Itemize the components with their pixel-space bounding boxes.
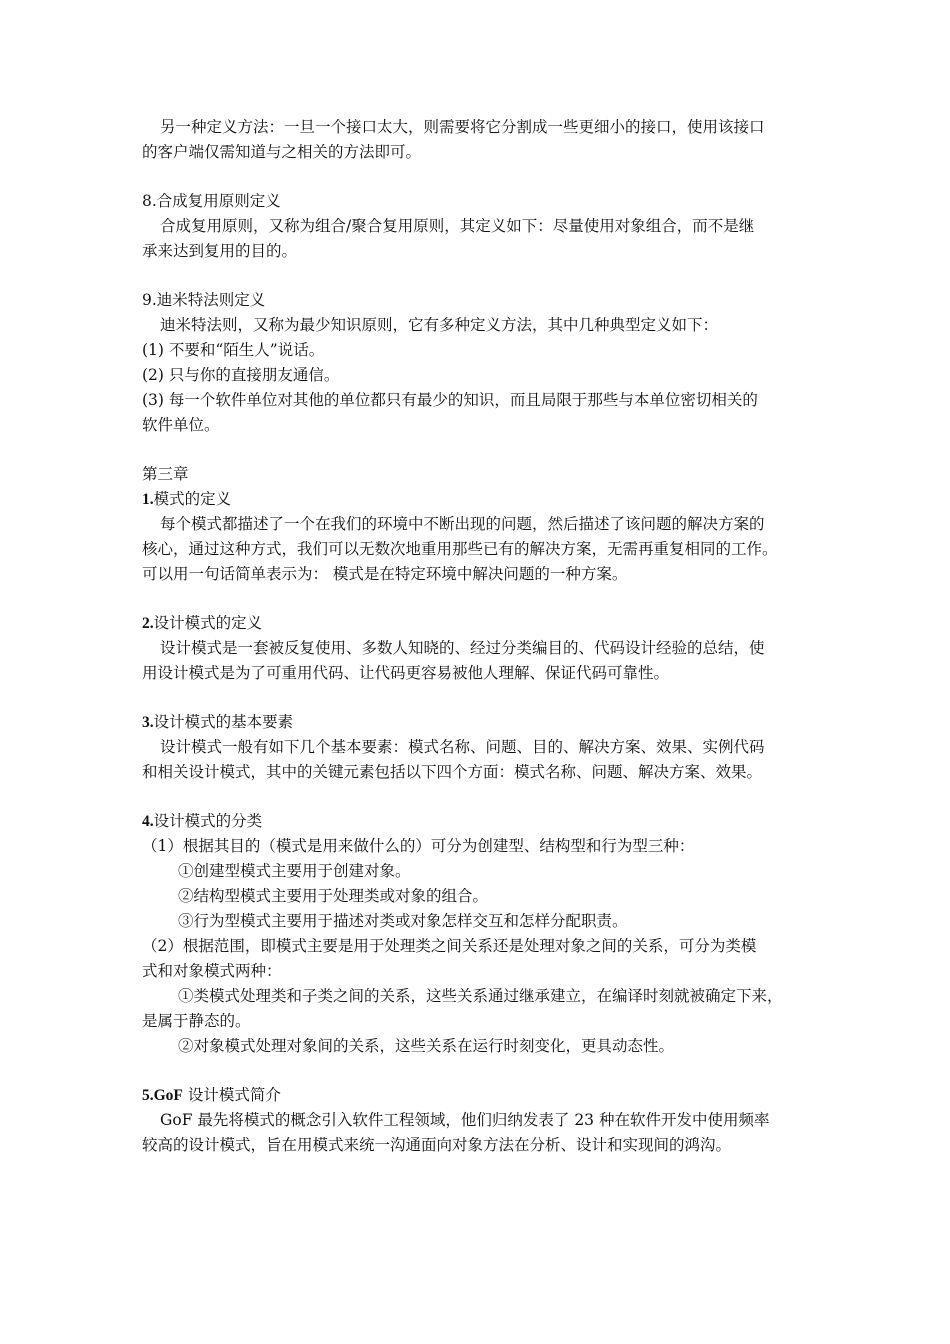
section-title: 设计模式简介	[182, 1086, 281, 1104]
intro-line-1: 另一种定义方法：一旦一个接口太大，则需要将它分割成一些更细小的接口，使用该接口	[160, 118, 765, 136]
section-9-item-1: (1) 不要和“陌生人”说话。	[142, 341, 325, 359]
spacer	[142, 264, 810, 288]
chapter-3-section-3-line-2: 和相关设计模式，其中的关键元素包括以下四个方面：模式名称、问题、解决方案、效果。	[142, 763, 763, 781]
chapter-3-section-2-line-2: 用设计模式是为了可重用代码、让代码更容易被他人理解、保证代码可靠性。	[142, 664, 670, 682]
spacer	[142, 1059, 810, 1083]
section-title: 设计模式的定义	[153, 614, 263, 632]
section-8-line-1: 合成复用原则，又称为组合/聚合复用原则，其定义如下：尽量使用对象组合，而不是继	[160, 217, 755, 235]
section-title: 设计模式的基本要素	[153, 713, 294, 731]
chapter-3-section-1-line-1: 每个模式都描述了一个在我们的环境中不断出现的问题，然后描述了该问题的解决方案的	[160, 515, 765, 533]
spacer	[142, 165, 810, 189]
chapter-3-section-3-heading	[142, 710, 810, 735]
chapter-3-section-2-line-1: 设计模式是一套被反复使用、多数人知晓的、经过分类编目的、代码设计经验的总结，使	[160, 639, 765, 657]
chapter-3-section-4-line-1: （1）根据其目的（模式是用来做什么的）可分为创建型、结构型和行为型三种：	[142, 837, 695, 855]
section-number: 1.	[142, 491, 154, 508]
section-number: 2.	[142, 615, 154, 632]
spacer	[142, 686, 810, 710]
chapter-3-section-5-line-2: 较高的设计模式，旨在用模式来统一沟通面向对象方法在分析、设计和实现间的鸿沟。	[142, 1136, 732, 1154]
section-9-line-1: 迪米特法则，又称为最少知识原则，它有多种定义方法，其中几种典型定义如下：	[160, 316, 719, 334]
intro-line-2: 的客户端仅需知道与之相关的方法即可。	[142, 143, 422, 161]
section-8-line-2: 承来达到复用的目的。	[142, 242, 298, 260]
section-title: 模式的定义	[153, 490, 232, 508]
chapter-3-section-4-line-5: （2）根据范围，即模式主要是用于处理类之间关系还是处理对象之间的关系，可分为类模	[142, 937, 757, 955]
chapter-3-section-4-line-8: 是属于静态的。	[142, 1012, 251, 1030]
chapter-3-section-4-line-4: ③行为型模式主要用于描述对类或对象怎样交互和怎样分配职责。	[178, 912, 628, 930]
chapter-3-section-4-line-9: ②对象模式处理对象间的关系，这些关系在运行时刻变化，更具动态性。	[178, 1037, 675, 1055]
chapter-3-section-4-line-2: ①创建型模式主要用于创建对象。	[178, 862, 411, 880]
chapter-3-section-2-heading	[142, 611, 810, 636]
section-8-heading: 8.合成复用原则定义	[142, 192, 281, 210]
section-9-item-3: (3) 每一个软件单位对其他的单位都只有最少的知识，而且局限于那些与本单位密切相关的	[142, 391, 758, 409]
chapter-3-section-5-line-1: GoF 最先将模式的概念引入软件工程领域，他们归纳发表了 23 种在软件开发中使用频率	[160, 1111, 770, 1129]
chapter-3-section-4-line-6: 式和对象模式两种：	[142, 962, 282, 980]
document-page	[142, 115, 810, 1158]
chapter-3-section-1-heading	[142, 487, 810, 512]
section-number: 3.	[142, 714, 154, 731]
chapter-3-section-4-line-3: ②结构型模式主要用于处理类或对象的组合。	[178, 887, 489, 905]
section-number: 4.	[142, 813, 154, 830]
chapter-3-section-4-heading	[142, 809, 810, 834]
spacer	[142, 438, 810, 462]
section-title: 设计模式的分类	[153, 812, 263, 830]
section-9-item-2: (2) 只与你的直接朋友通信。	[142, 366, 340, 384]
section-9-heading: 9.迪米特法则定义	[142, 291, 266, 309]
chapter-3-section-5-heading	[142, 1083, 810, 1108]
chapter-3-section-4-line-7: ①类模式处理类和子类之间的关系，这些关系通过继承建立，在编译时刻就被确定下来，	[178, 987, 783, 1005]
chapter-3-section-3-line-1: 设计模式一般有如下几个基本要素：模式名称、问题、目的、解决方案、效果、实例代码	[160, 738, 765, 756]
spacer	[142, 785, 810, 809]
chapter-3-section-1-line-2: 核心，通过这种方式，我们可以无数次地重用那些已有的解决方案，无需再重复相同的工作。	[142, 540, 778, 558]
chapter-3-title: 第三章	[142, 465, 189, 483]
chapter-3-section-1-line-3: 可以用一句话简单表示为： 模式是在特定环境中解决问题的一种方案。	[142, 565, 628, 583]
spacer	[142, 587, 810, 611]
section-9-line-last: 软件单位。	[142, 416, 220, 434]
section-number: 5.GoF	[142, 1087, 183, 1104]
